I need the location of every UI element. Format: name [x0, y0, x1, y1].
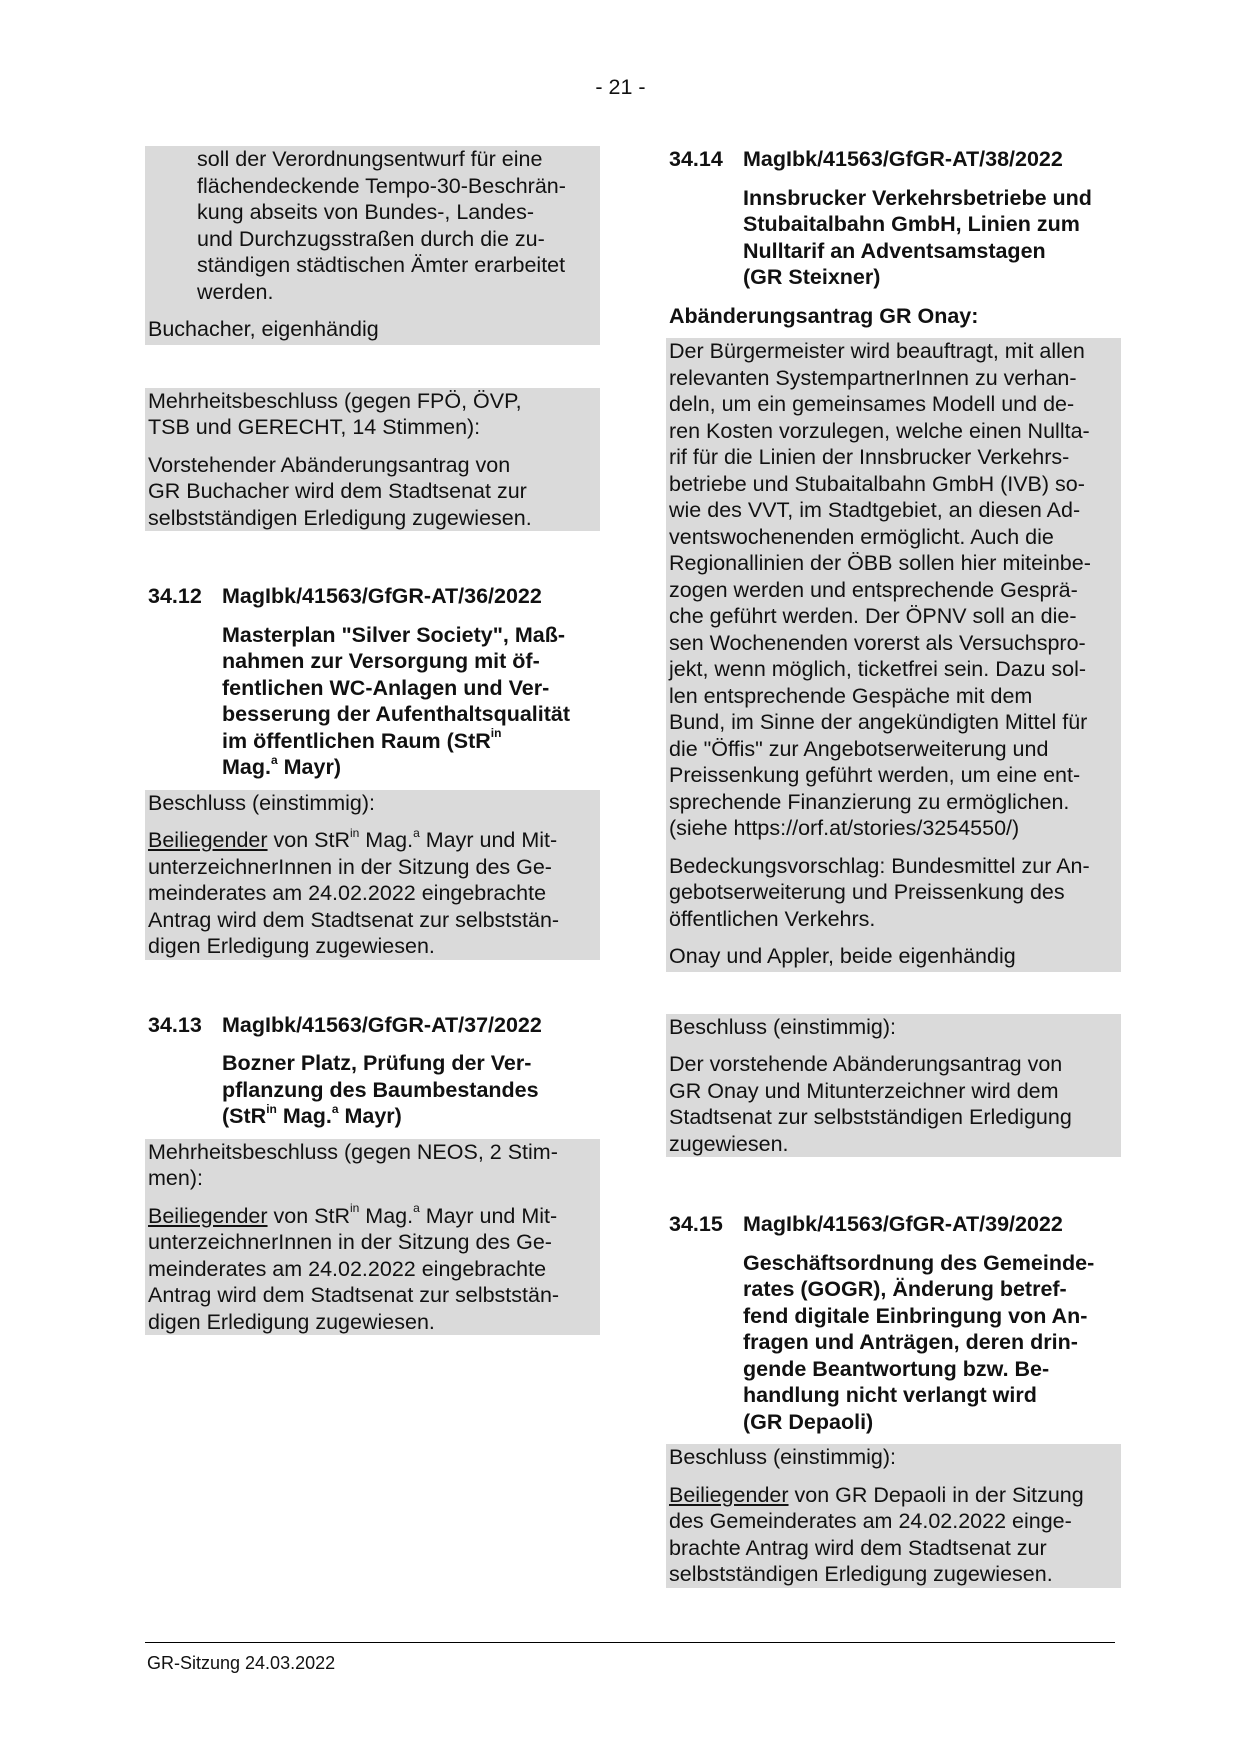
item-heading — [148, 1012, 600, 1039]
title-line: pflanzung des Baumbestandes — [222, 1077, 539, 1102]
amendment-text: betriebe und Stubaitalbahn GmbH (IVB) so- — [669, 471, 1085, 496]
title-line: Stubaitalbahn GmbH, Linien zum — [743, 212, 1080, 236]
amendment-heading: Abänderungsantrag GR Onay: — [669, 303, 979, 328]
agenda-item-34-15 — [666, 1211, 1121, 1435]
right-column — [666, 146, 1121, 1588]
decision-text: zugewiesen. — [669, 1131, 789, 1156]
amendment-text: deln, um ein gemeinsames Modell und de- — [669, 392, 1075, 416]
footer-divider — [145, 1642, 1115, 1643]
amendment-text: Bund, im Sinne der angekündigten Mittel für — [669, 710, 1088, 734]
title-line: Geschäftsordnung des Gemeinde- — [743, 1250, 1095, 1275]
decision-label: men): — [148, 1166, 203, 1190]
decision-text: meinderates am 24.02.2022 eingebrachte — [148, 881, 547, 905]
decision-text: GR Onay und Mitunterzeichner wird dem — [669, 1078, 1059, 1103]
text-line: ständigen städtischen Ämter erarbeitet — [197, 253, 566, 277]
underlined-word: Beiliegender — [669, 1482, 789, 1507]
item-title — [669, 1250, 1121, 1436]
title-line: (GR Depaoli) — [743, 1409, 874, 1434]
decision-block — [666, 1444, 1121, 1588]
amendment-text: Regionallinien der ÖBB sollen hier miteinbe- — [669, 551, 1091, 575]
title-line: (StR$^{in}$ Mag.$^a$ Mayr) — [222, 1101, 402, 1128]
decision-text: Beiliegender von StR$^{in}$ Mag.$^a$ Mayr und Mit- — [148, 825, 558, 852]
decision-text: GR Buchacher wird dem Stadtsenat zur — [148, 479, 527, 503]
decision-text: des Gemeinderates am 24.02.2022 einge- — [669, 1509, 1072, 1533]
decision-text: meinderates am 24.02.2022 eingebrachte — [148, 1256, 547, 1281]
signature: Onay und Appler, beide eigenhändig — [669, 944, 1016, 968]
amendment-text: wie des VVT, im Stadtgebiet, an diesen Ad- — [669, 498, 1081, 522]
underlined-word: Beiliegender — [148, 1203, 268, 1228]
amendment-block — [666, 338, 1121, 972]
item-reference: MagIbk/41563/GfGR-AT/39/2022 — [743, 1212, 1063, 1236]
amendment-text: rif für die Linien der Innsbrucker Verkehrs- — [669, 445, 1070, 469]
decision-label: Beschluss (einstimmig): — [669, 1445, 896, 1469]
amendment-text — [148, 146, 597, 305]
amendment-text: Preissenkung geführt werden, um eine ent- — [669, 763, 1081, 787]
page-number: - 21 - — [595, 75, 646, 99]
decision-label: Mehrheitsbeschluss (gegen NEOS, 2 Stim- — [148, 1139, 558, 1164]
amendment-text: relevanten SystempartnerInnen zu verhan- — [669, 365, 1077, 390]
agenda-item-34-14 — [666, 146, 1121, 329]
footer: GR-Sitzung 24.03.2022 — [147, 1653, 336, 1673]
decision-text: unterzeichnerInnen in der Sitzung des Ge- — [148, 854, 552, 879]
decision-text: Beiliegender von StR$^{in}$ Mag.$^a$ Mayr und Mit- — [148, 1201, 558, 1228]
title-line: (GR Steixner) — [743, 265, 881, 289]
decision-label: TSB und GERECHT, 14 Stimmen): — [148, 415, 481, 439]
title-line: im öffentlichen Raum (StR$^{in}$ — [222, 726, 502, 753]
decision-text: Der vorstehende Abänderungsantrag von — [669, 1052, 1063, 1076]
amendment-continuation — [145, 146, 600, 345]
title-line: fentlichen WC-Anlagen und Ver- — [222, 675, 550, 700]
title-line: nahmen zur Versorgung mit öf- — [222, 649, 540, 673]
decision-text: unterzeichnerInnen in der Sitzung des Ge- — [148, 1230, 552, 1254]
decision-text: digen Erledigung zugewiesen. — [148, 1309, 435, 1334]
item-reference: MagIbk/41563/GfGR-AT/36/2022 — [222, 584, 542, 608]
decision-text: Beiliegender von GR Depaoli in der Sitzung — [669, 1482, 1084, 1507]
item-number: 34.13 — [148, 1012, 202, 1037]
decision-text: Antrag wird dem Stadtsenat zur selbststän- — [148, 1283, 560, 1307]
decision-block — [666, 1014, 1121, 1158]
title-line: Innsbrucker Verkehrsbetriebe und — [743, 185, 1092, 210]
decision-text: selbstständigen Erledigung zugewiesen. — [669, 1562, 1053, 1586]
decision-text: selbstständigen Erledigung zugewiesen. — [148, 505, 532, 530]
coverage-proposal: gebotserweiterung und Preissenkung des — [669, 880, 1065, 904]
amendment-text: ventswochenenden ermöglicht. Auch die — [669, 524, 1054, 549]
title-line: fragen und Anträgen, deren drin- — [743, 1330, 1078, 1354]
title-line: Masterplan "Silver Society", Maß- — [222, 622, 565, 647]
amendment-text: jekt, wenn möglich, ticketfrei sein. Dazu sol- — [669, 657, 1087, 681]
decision-text: digen Erledigung zugewiesen. — [148, 934, 435, 958]
decision-label: Beschluss (einstimmig): — [669, 1014, 896, 1039]
title-line: Mag.$^a$ Mayr) — [222, 752, 341, 779]
item-heading — [669, 1211, 1121, 1238]
amendment-text: (siehe https://orf.at/stories/3254550/) — [669, 816, 1020, 840]
item-heading — [669, 146, 1121, 173]
signature: Buchacher, eigenhändig — [148, 317, 379, 341]
decision-block — [145, 1139, 600, 1336]
text-line: flächendeckende Tempo-30-Beschrän- — [197, 173, 566, 198]
decision-text: Antrag wird dem Stadtsenat zur selbststän- — [148, 907, 560, 932]
amendment-text: che geführt werden. Der ÖPNV soll an die- — [669, 604, 1077, 628]
text-line: werden. — [197, 279, 274, 304]
agenda-item-34-12 — [145, 583, 600, 781]
item-title — [669, 185, 1121, 291]
decision-block — [145, 790, 600, 960]
decision-label: Mehrheitsbeschluss (gegen FPÖ, ÖVP, — [148, 388, 522, 413]
title-line: besserung der Aufenthaltsqualität — [222, 702, 571, 726]
amendment-text: die "Öffis" zur Angebotserweiterung und — [669, 736, 1049, 761]
text-line: kung abseits von Bundes-, Landes- — [197, 200, 535, 224]
item-number: 34.15 — [669, 1212, 723, 1236]
amendment-text: sen Wochenenden vorerst als Versuchspro- — [669, 630, 1086, 655]
title-line: Bozner Platz, Prüfung der Ver- — [222, 1051, 532, 1075]
coverage-proposal: öffentlichen Verkehrs. — [669, 906, 876, 931]
amendment-text: sprechende Finanzierung zu ermöglichen. — [669, 789, 1070, 814]
amendment-text: Der Bürgermeister wird beauftragt, mit allen — [669, 339, 1085, 363]
title-line: rates (GOGR), Änderung betref- — [743, 1277, 1067, 1301]
title-line: handlung nicht verlangt wird — [743, 1383, 1037, 1407]
decision-text: brachte Antrag wird dem Stadtsenat zur — [669, 1535, 1047, 1560]
item-heading — [148, 583, 600, 610]
amendment-text: ren Kosten vorzulegen, welche einen Nullta- — [669, 418, 1090, 443]
left-column — [145, 146, 600, 1335]
text-line: und Durchzugsstraßen durch die zu- — [197, 226, 545, 251]
item-reference: MagIbk/41563/GfGR-AT/37/2022 — [222, 1012, 542, 1037]
coverage-proposal: Bedeckungsvorschlag: Bundesmittel zur An- — [669, 853, 1090, 878]
decision-text: Vorstehender Abänderungsantrag von — [148, 452, 511, 477]
agenda-item-34-13 — [145, 1012, 600, 1130]
text-line: soll der Verordnungsentwurf für eine — [197, 147, 543, 171]
item-number: 34.12 — [148, 584, 202, 608]
decision-text: Stadtsenat zur selbstständigen Erledigung — [669, 1105, 1072, 1129]
title-line: fend digitale Einbringung von An- — [743, 1303, 1088, 1328]
item-number: 34.14 — [669, 147, 723, 171]
title-line: Nulltarif an Adventsamstagen — [743, 238, 1046, 263]
title-line: gende Beantwortung bzw. Be- — [743, 1356, 1050, 1381]
decision-block — [145, 388, 600, 532]
amendment-text: len entsprechende Gespäche mit dem — [669, 683, 1033, 708]
item-title — [148, 622, 600, 781]
amendment-text: zogen werden und entsprechende Gesprä- — [669, 577, 1078, 602]
item-title — [148, 1050, 600, 1130]
decision-label: Beschluss (einstimmig): — [148, 790, 375, 815]
item-reference: MagIbk/41563/GfGR-AT/38/2022 — [743, 147, 1063, 171]
underlined-word: Beiliegender — [148, 828, 268, 852]
